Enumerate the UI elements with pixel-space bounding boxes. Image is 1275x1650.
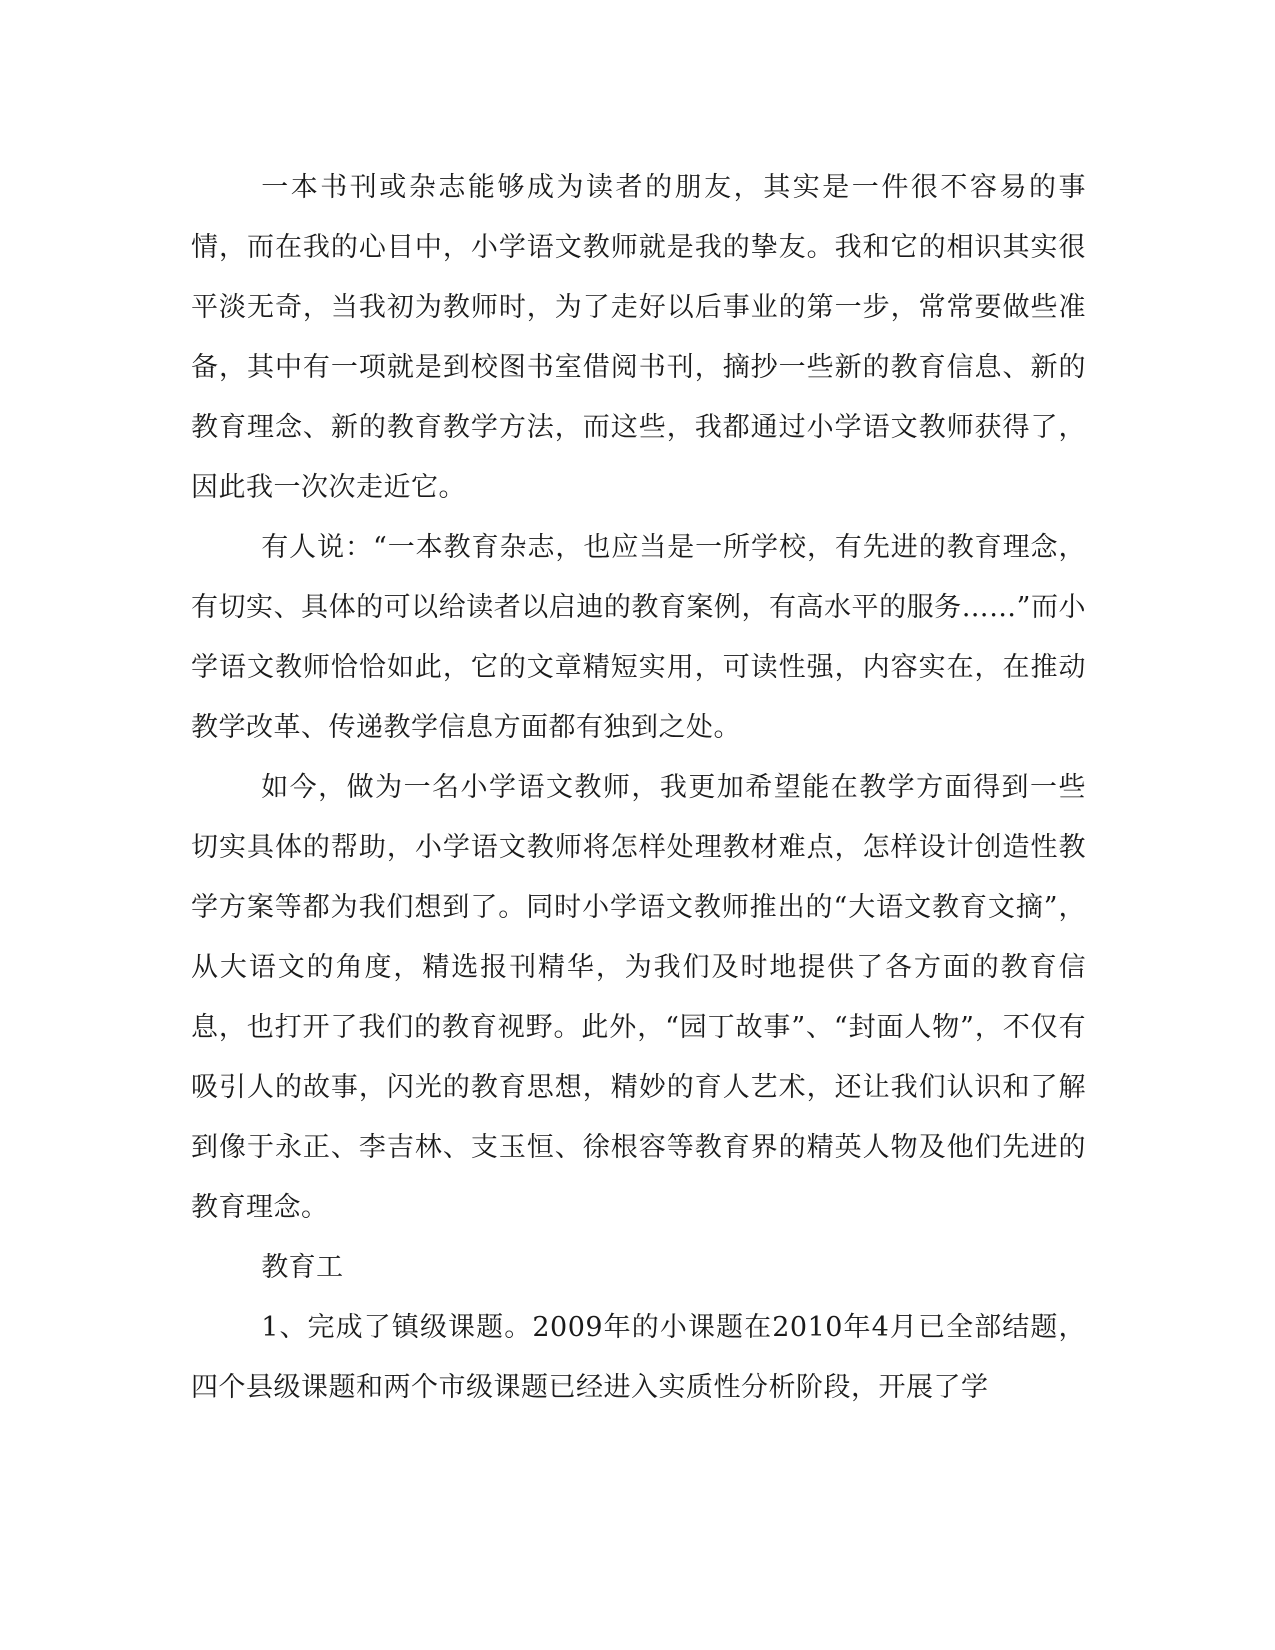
paragraph-1: 一本书刊或杂志能够成为读者的朋友，其实是一件很不容易的事情，而在我的心目中，小学语文教师就是我的挚友。我和它的相识其实很平淡无奇，当我初为教师时，为了走好以后事业的第一步，常常要做些准备，其中有一项就是到校图书室借阅书刊，摘抄一些新的教育信息、新的教育理念、新的教育教学方法，而这些，我都通过小学语文教师获得了，因此我一次次走近它。 <box>191 172 1086 503</box>
document-body <box>191 158 1086 1418</box>
paragraph-4: 教育工 <box>261 1252 344 1283</box>
paragraph-2: 有人说：“一本教育杂志，也应当是一所学校，有先进的教育理念，有切实、具体的可以给读者以启迪的教育案例，有高水平的服务……”而小学语文教师恰恰如此，它的文章精短实用，可读性强，内容实在，在推动教学改革、传递教学信息方面都有独到之处。 <box>191 532 1086 743</box>
paragraph-5: 1、完成了镇级课题。2009年的小课题在2010年4月已全部结题，四个县级课题和两个市级课题已经进入实质性分析阶段，开展了学 <box>191 1312 1086 1403</box>
paragraph-3: 如今，做为一名小学语文教师，我更加希望能在教学方面得到一些切实具体的帮助，小学语文教师将怎样处理教材难点，怎样设计创造性教学方案等都为我们想到了。同时小学语文教师推出的“大语文教育文摘”，从大语文的角度，精选报刊精华，为我们及时地提供了各方面的教育信息，也打开了我们的教育视野。此外，“园丁故事”、“封面人物”，不仅有吸引人的故事，闪光的教育思想，精妙的育人艺术，还让我们认识和了解到像于永正、李吉林、支玉恒、徐根容等教育界的精英人物及他们先进的教育理念。 <box>191 772 1086 1223</box>
